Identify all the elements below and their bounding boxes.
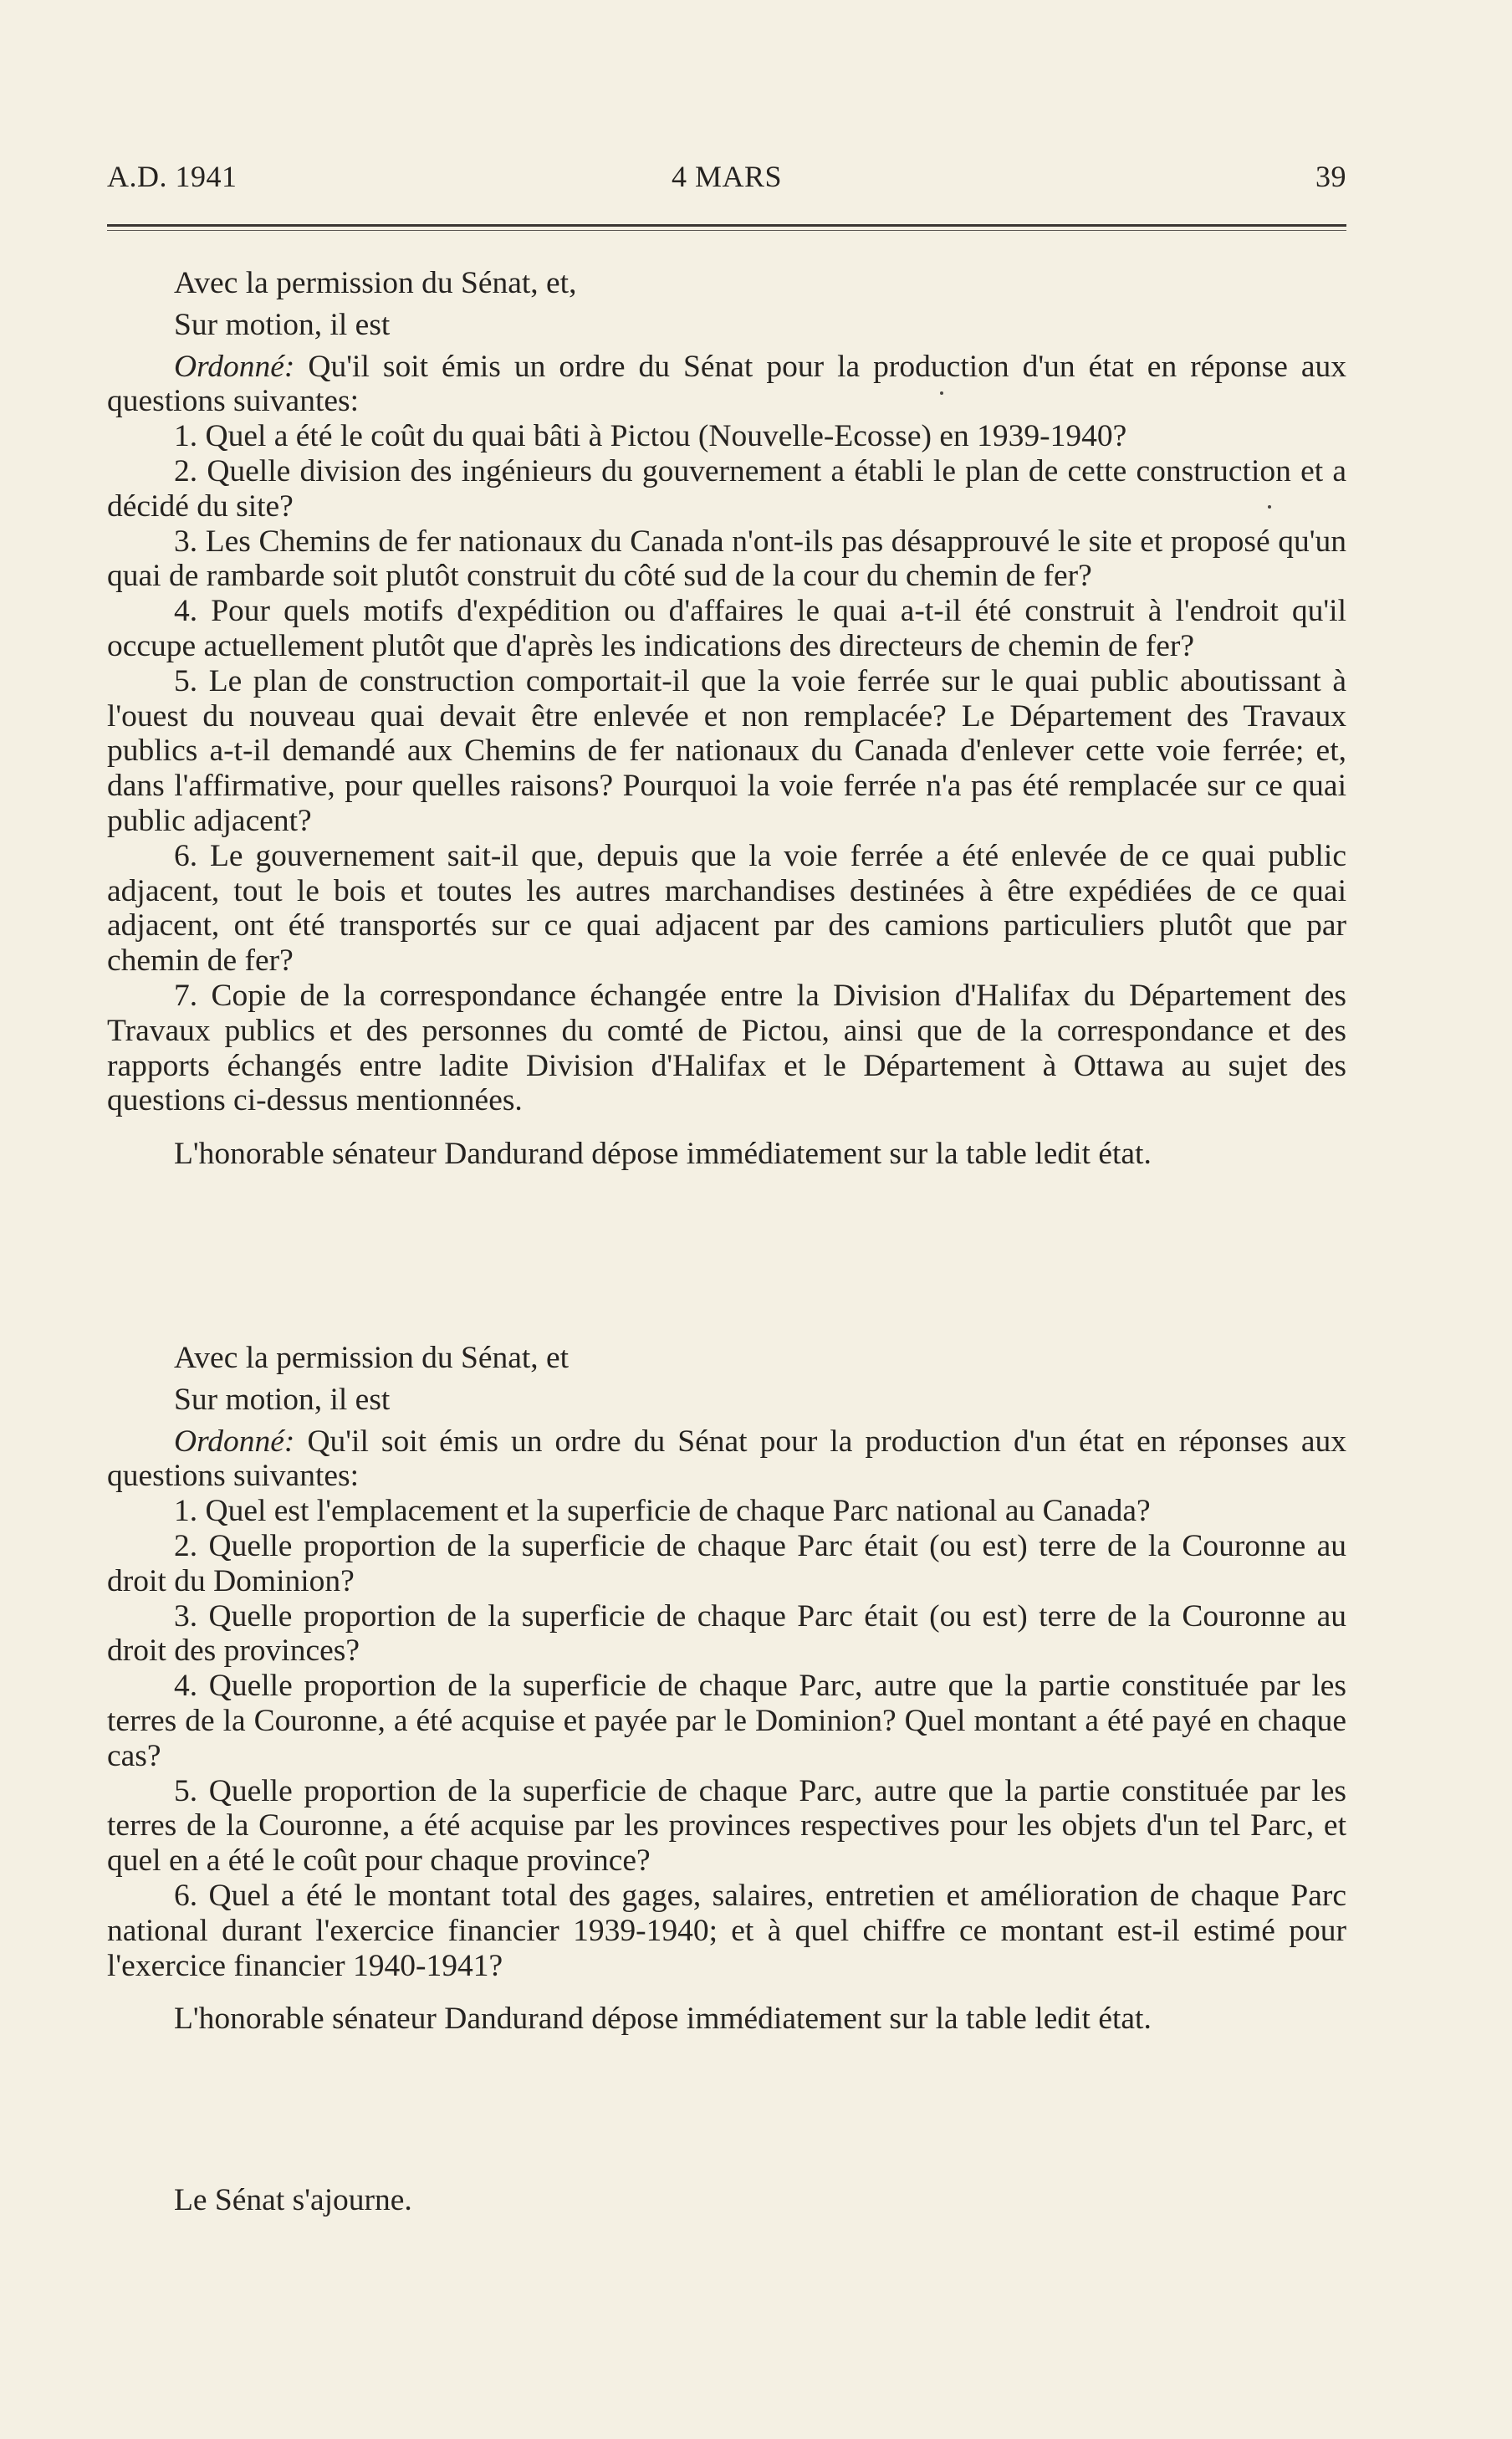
print-speck: [940, 391, 943, 395]
page-number: 39: [1315, 160, 1346, 193]
question-item: 4. Quelle proportion de la superficie de chaque Parc, autre que la partie constituée par les terres de la Couronne, a été acquise et payée par le Dominion? Quel montant a été payé en chaque cas?: [107, 1669, 1346, 1773]
page-header: [107, 159, 1346, 201]
question-item: 3. Quelle proportion de la superficie de chaque Parc était (ou est) terre de la Couronne au droit des provinces?: [107, 1598, 1346, 1669]
order-label: Ordonné:: [174, 349, 295, 384]
question-item: 6. Le gouvernement sait-il que, depuis que la voie ferrée a été enlevée de ce quai public adjacent, tout le bois et toutes les autres marchandises destinées à être expédiées de ce quai adjacent, ont été transportés sur ce quai adjacent par des camions particuliers plutôt que par chemin de fer?: [107, 838, 1346, 979]
question-item: 7. Copie de la correspondance échangée entre la Division d'Halifax du Département des Travaux publics et des personnes du comté de Pictou, ainsi que de la correspondance et des rapports échangés entre ladite Division d'Halifax et le Département à Ottawa au sujet des questions ci-dessus mentionnées.: [107, 978, 1346, 1118]
adjournment: [107, 2183, 1346, 2218]
order-paragraph: [107, 350, 1346, 420]
question-item: 5. Le plan de construction comportait-il que la voie ferrée sur le quai public aboutissant à l'ouest du nouveau quai devait être enlevée et non remplacée? Le Département des Travaux publics a-t-il demandé aux Chemins de fer nationaux du Canada d'enlever cette voie ferrée; et, dans l'affirmative, pour quelles raisons? Pourquoi la voie ferrée n'a pas été remplacée sur ce quai public adjacent?: [107, 663, 1346, 838]
motion-section-parks: [107, 1341, 1346, 2037]
intro-permission: Avec la permission du Sénat, et: [174, 1341, 570, 1375]
order-text: Qu'il soit émis un ordre du Sénat pour la production d'un état en réponses aux questions suivantes:: [107, 1424, 1346, 1494]
adjournment-text: Le Sénat s'ajourne.: [174, 2183, 412, 2217]
intro-motion: Sur motion, il est: [174, 307, 391, 342]
question-item: 1. Quel a été le coût du quai bâti à Pictou (Nouvelle-Ecosse) en 1939-1940?: [174, 419, 1127, 454]
question-item: 5. Quelle proportion de la superficie de chaque Parc, autre que la partie constituée par les terres de la Couronne, a été acquise par les provinces respectives pour les objets d'un tel Parc, et quel en a été le coût pour chaque province?: [107, 1773, 1346, 1879]
order-text: Qu'il soit émis un ordre du Sénat pour la production d'un état en réponse aux questions suivantes:: [107, 349, 1346, 419]
print-speck: [1268, 505, 1271, 509]
question-item: 1. Quel est l'emplacement et la superficie de chaque Parc national au Canada?: [174, 1494, 1151, 1529]
deposit-statement: L'honorable sénateur Dandurand dépose immédiatement sur la table ledit état.: [174, 1137, 1152, 1172]
order-label: Ordonné:: [174, 1424, 295, 1459]
motion-section-pictou: [107, 266, 1346, 1172]
order-paragraph: [107, 1424, 1346, 1495]
deposit-statement: L'honorable sénateur Dandurand dépose immédiatement sur la table ledit état.: [174, 2002, 1152, 2037]
header-rule-thin: [107, 230, 1346, 231]
header-rule-thick: [107, 224, 1346, 227]
question-item: 6. Quel a été le montant total des gages, salaires, entretien et amélioration de chaque Parc national durant l'exercice financier 1939-1940; et à quel chiffre ce montant est-il estimé pour l'exercice financier 1940-1941?: [107, 1878, 1346, 1983]
question-item: 2. Quelle division des ingénieurs du gouvernement a établi le plan de cette construction et a décidé du site?: [107, 453, 1346, 524]
question-item: 2. Quelle proportion de la superficie de chaque Parc était (ou est) terre de la Couronne au droit du Dominion?: [107, 1528, 1346, 1598]
intro-permission: Avec la permission du Sénat, et,: [174, 266, 577, 300]
question-item: 4. Pour quels motifs d'expédition ou d'affaires le quai a-t-il été construit à l'endroit qu'il occupe actuellement plutôt que d'après les indications des directeurs de chemin de fer?: [107, 594, 1346, 663]
header-year: A.D. 1941: [107, 160, 238, 193]
header-date: 4 MARS: [671, 160, 783, 193]
question-item: 3. Les Chemins de fer nationaux du Canada n'ont-ils pas désapprouvé le site et proposé qu'un quai de rambarde soit plutôt construit du côté sud de la cour du chemin de fer?: [107, 524, 1346, 594]
intro-motion: Sur motion, il est: [174, 1382, 391, 1417]
